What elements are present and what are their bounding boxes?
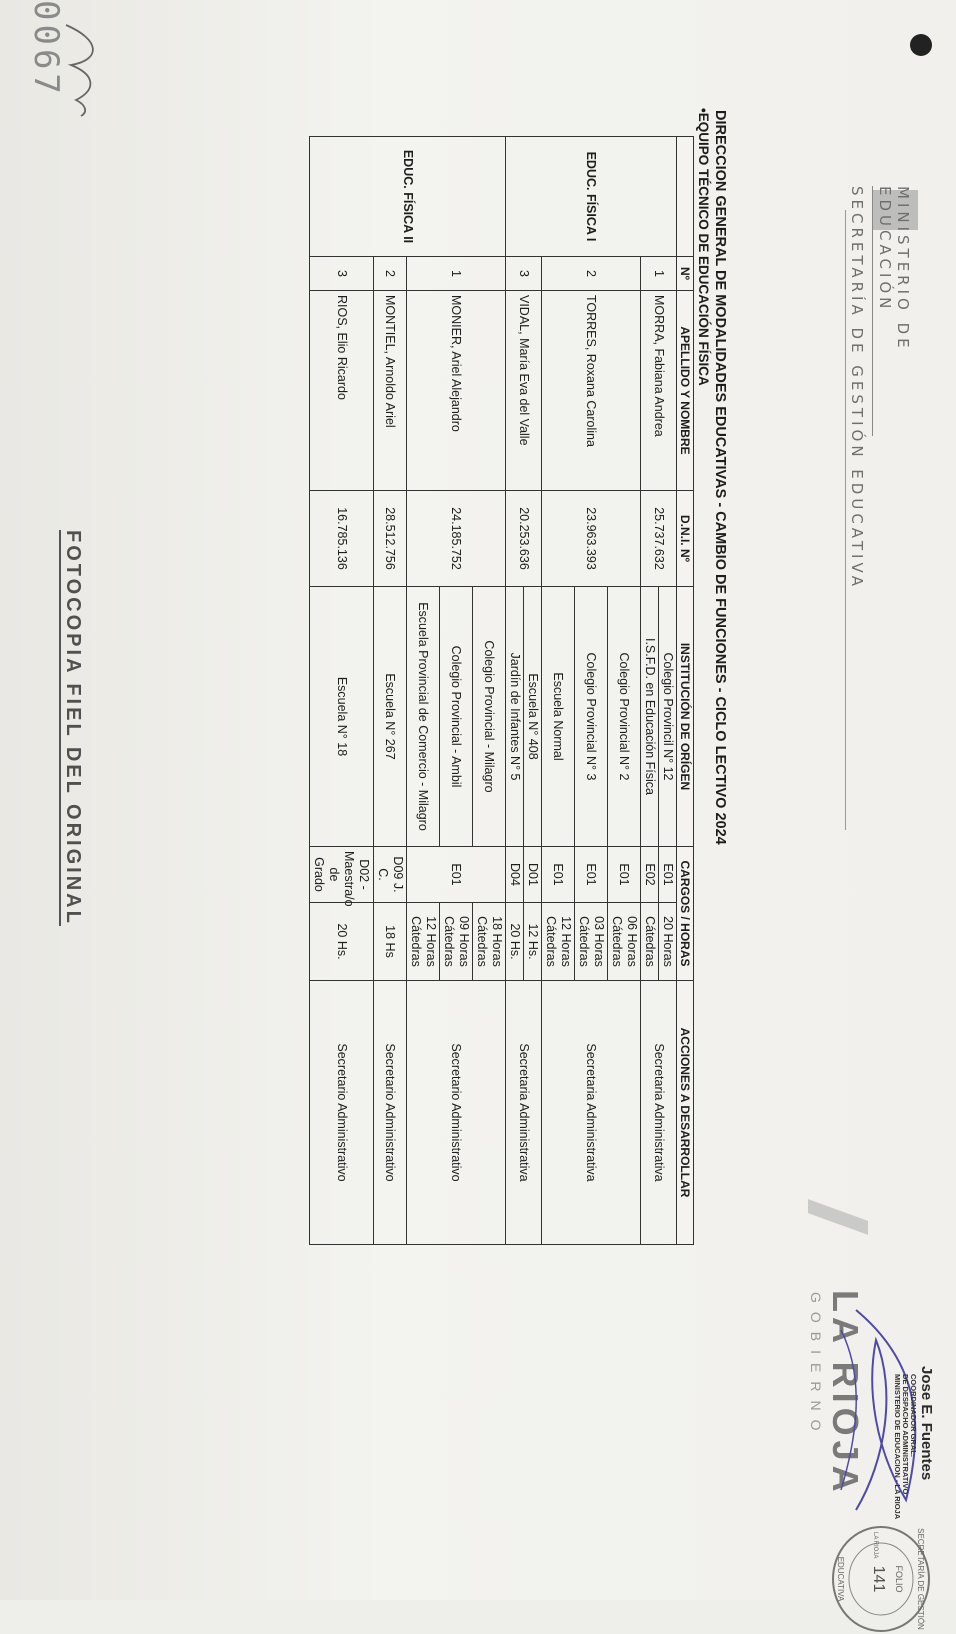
person-name: TORRES, Roxana Carolina	[541, 291, 640, 491]
fotocopia-stamp: FOTOCOPIA FIEL DEL ORIGINAL	[59, 530, 84, 926]
cargo: D09 J. C.	[373, 847, 406, 903]
seal-left-text: LA RIOJA	[872, 1532, 878, 1559]
person-name: RIOS, Elio Ricardo	[309, 291, 373, 491]
horas: 20 Hs.	[505, 903, 523, 981]
table-header-row	[676, 137, 693, 1245]
cargo: E01	[574, 847, 607, 903]
province-logo-subtext: GOBIERNO	[808, 1292, 824, 1440]
institution: Escuela N° 18	[309, 587, 373, 847]
institution: Colegio Provincial N° 2	[607, 587, 640, 847]
accion: Secretario Administrativo	[373, 981, 406, 1245]
institution: I.S.F.D. en Educación Física	[640, 587, 658, 847]
institution: Jardín de Infantes N° 5	[505, 587, 523, 847]
person-name: MORRA, Fabiana Andrea	[640, 291, 676, 491]
cargo: E01	[607, 847, 640, 903]
seal-top-text: SECRETARÍA DE GESTIÓN	[916, 1528, 925, 1630]
horas: 18 Hs	[373, 903, 406, 981]
folio-seal-icon	[826, 1524, 936, 1634]
horas: 03 Horas Cátedras	[574, 903, 607, 981]
group-label: EDUC. FÍSICA II	[309, 137, 505, 257]
column-header: INSTITUCIÓN DE ORÍGEN	[676, 587, 693, 847]
cargo: E01	[541, 847, 574, 903]
horas: 20 Horas	[658, 903, 676, 981]
seal-folio-label: FOLIO	[894, 1565, 904, 1593]
signer-title: COORDINADOR GRAL.	[909, 1374, 918, 1457]
person-name: VIDAL, María Eva del Valle	[505, 291, 541, 491]
horas: 18 Horas Cátedras	[472, 903, 505, 981]
row-number: 2	[541, 257, 640, 291]
ministry-header	[848, 186, 912, 1046]
dni: 20.253.636	[505, 491, 541, 587]
horas: 12 Hs.	[523, 903, 541, 981]
row-number: 2	[373, 257, 406, 291]
signer-name: Jose E. Fuentes	[918, 1366, 935, 1481]
row-number: 1	[640, 257, 676, 291]
column-header: APELLIDO Y NOMBRE	[676, 291, 693, 491]
column-header: Nº	[676, 257, 693, 291]
horas: 12 Horas Cátedras	[406, 903, 439, 981]
institution: Colegio Provincial - Milagro	[472, 587, 505, 847]
institution: Escuela N° 267	[373, 587, 406, 847]
cargo: E01	[406, 847, 505, 903]
page-number-stamp: 0067	[26, 0, 66, 98]
accion: Secretaria Administrativa	[505, 981, 541, 1245]
accion: Secretaria Administrativa	[640, 981, 676, 1245]
accion: Secretaria Administrativa	[541, 981, 640, 1245]
staff-table	[309, 136, 694, 1245]
ministry-name: MINISTERIO DE EDUCACIÓN	[872, 186, 912, 436]
accion: Secretario Administrativo	[406, 981, 505, 1245]
institution: Escuela Normal	[541, 587, 574, 847]
column-header: CARGOS / HORAS	[676, 847, 693, 981]
margin-annotation	[6, 0, 96, 120]
column-header: ACCIONES A DESARROLLAR	[676, 981, 693, 1245]
group-header	[676, 137, 693, 257]
cargo: E02	[640, 847, 658, 903]
institution: Colegio Provincil N° 12	[658, 587, 676, 847]
table-row	[373, 137, 406, 1245]
institution: Escuela Provincial de Comercio - Milagro	[406, 587, 439, 847]
document-subtitle: •EQUIPO TÉCNICO DE EDUCACIÓN FÍSICA	[696, 108, 711, 386]
secretariat-name: SECRETARÍA DE GESTIÓN EDUCATIVA	[848, 186, 866, 591]
institution: Colegio Provincial N° 3	[574, 587, 607, 847]
horas: 06 Horas Cátedras	[607, 903, 640, 981]
cargo: D04	[505, 847, 523, 903]
person-name: MONTIEL, Arnoldo Ariel	[373, 291, 406, 491]
table-row	[607, 137, 640, 1245]
person-name: MONIER, Ariel Alejandro	[406, 291, 505, 491]
column-header: D.N.I. Nº	[676, 491, 693, 587]
document-title: DIRECCION GENERAL DE MODALIDADES EDUCATIVAS - CAMBIO DE FUNCIONES - CICLO LECTIVO 2024	[712, 110, 728, 845]
horas: Cátedras	[640, 903, 658, 981]
institution: Colegio Provincial - Ambil	[439, 587, 472, 847]
seal-bottom-text: EDUCATIVA	[836, 1556, 845, 1602]
table-row	[523, 137, 541, 1245]
row-number: 3	[309, 257, 373, 291]
cargo: D02 - Maestra/o de Grado	[309, 847, 373, 903]
table-row	[658, 137, 676, 1245]
initials-scribble-icon	[56, 20, 106, 120]
header-divider	[845, 210, 846, 830]
table-row	[309, 137, 373, 1245]
province-logo-text: LA RIOJA	[825, 1290, 866, 1497]
horas: 09 Horas Cátedras	[439, 903, 472, 981]
accion: Secretario Administrativo	[309, 981, 373, 1245]
horas: 20 Hs.	[309, 903, 373, 981]
table-row	[472, 137, 505, 1245]
signer-ministry: MINISTERIO DE EDUCACION - LA RIOJA	[893, 1374, 902, 1520]
dni: 23.963.393	[541, 491, 640, 587]
row-number: 3	[505, 257, 541, 291]
cargo: E01	[658, 847, 676, 903]
institution: Escuela N° 408	[523, 587, 541, 847]
dni: 16.785.136	[309, 491, 373, 587]
signer-department: DE DESPACHO ADMINISTRATIVO	[901, 1374, 910, 1495]
seal-folio-number: 141	[870, 1565, 887, 1593]
dni: 28.512.756	[373, 491, 406, 587]
group-label: EDUC. FÍSICA I	[505, 137, 676, 257]
horas: 12 Horas Cátedras	[541, 903, 574, 981]
cargo: D01	[523, 847, 541, 903]
dni: 25.737.632	[640, 491, 676, 587]
row-number: 1	[406, 257, 505, 291]
dni: 24.185.752	[406, 491, 505, 587]
